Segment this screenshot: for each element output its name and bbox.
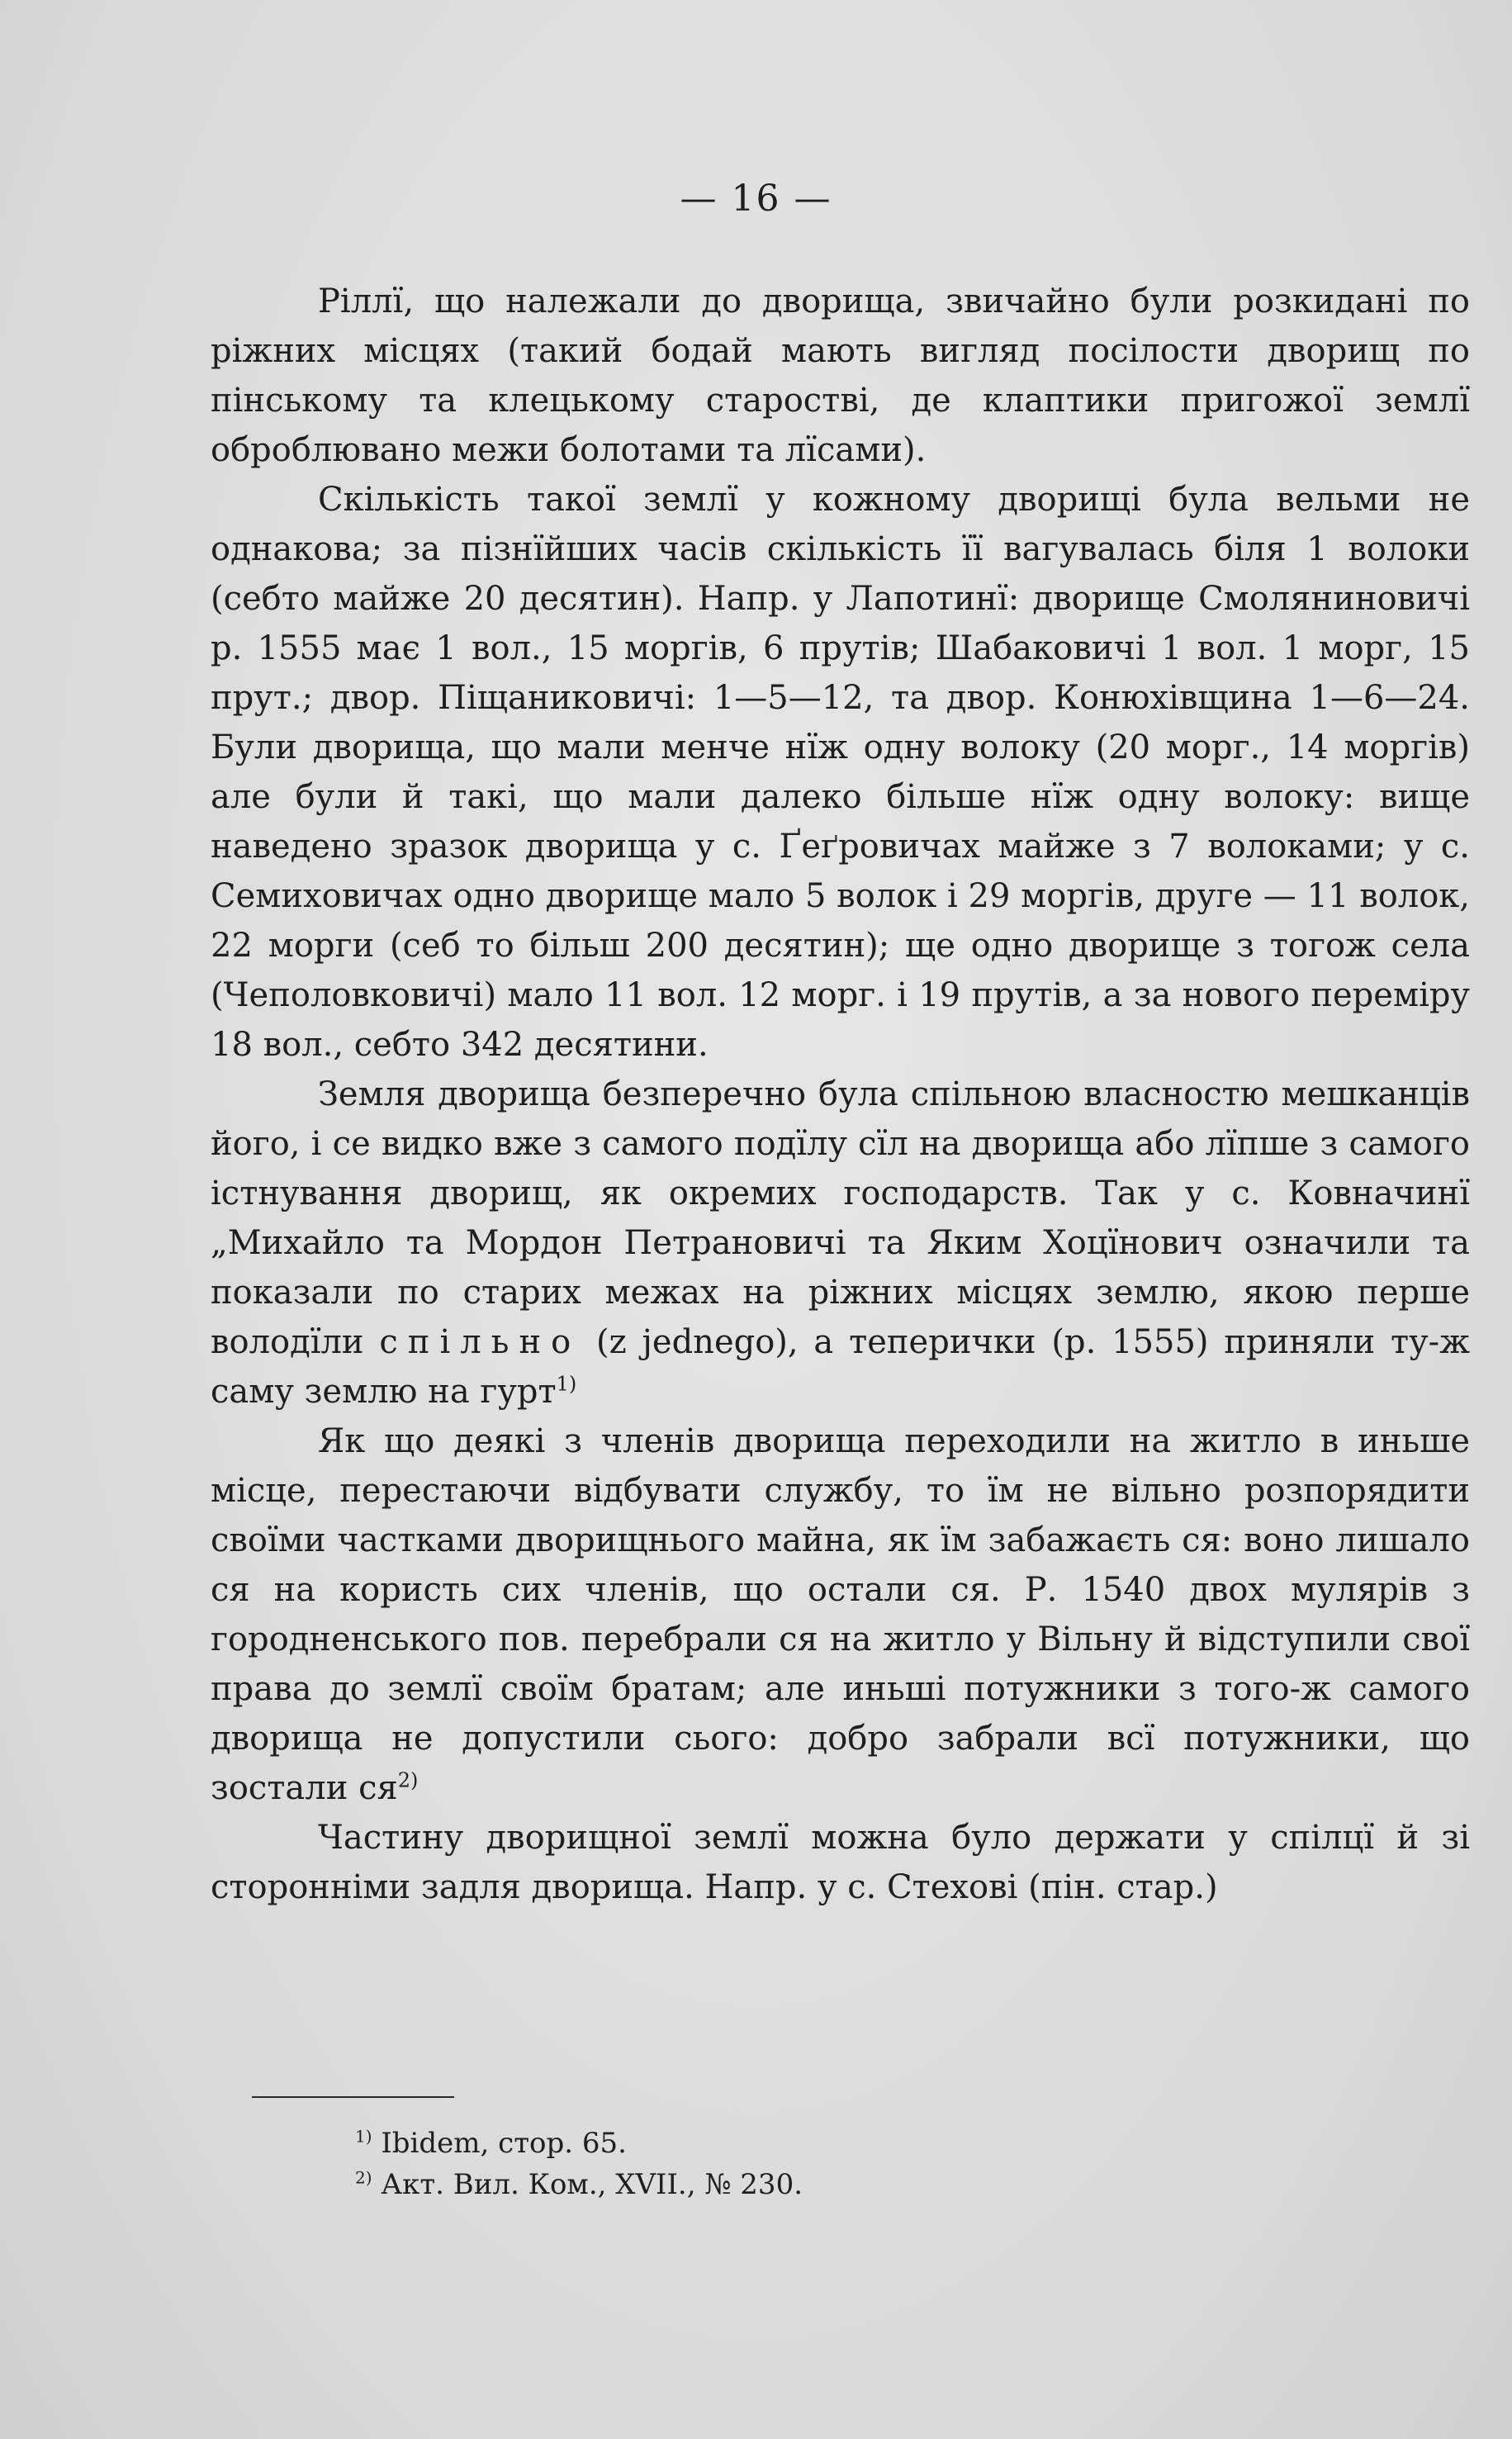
paragraph-text: (z jednego), а теперички (р. 1555) приняли ту-ж саму землю на гурт [211, 1323, 1470, 1411]
paragraph: Скількість такої землї у кожному дворищі була вельми не однакова; за пізнїйших часів скількість її вагувалась біля 1 волоки (себто майже 20 десятин). Напр. у Лапотинї: дворище Смоляниновичі р. 1555 має 1 вол., 15 моргів, 6 прутів; Шабаковичі 1 вол. 1 морг, 15 прут.; двор. Піщаниковичі: 1—5—12, та двор. Конюхівщина 1—6—24. Були дворища, що мали менче нїж одну волоку (20 морг., 14 моргів) але були й такі, що мали далеко більше нїж одну волоку: вище наведено зразок дворища у с. Ґеґровичах майже з 7 волоками; у с. Семиховичах одно дворище мало 5 волок і 29 моргів, друге — 11 волок, 22 морги (себ то більш 200 десятин); ще одно дворище з тогож села (Чеполовковичі) мало 11 вол. 12 морг. і 19 прутів, а за нового переміру 18 вол., себто 342 десятини. [211, 481, 1470, 1064]
paragraph [211, 1070, 1470, 1416]
footnote-ref: 1) [556, 1372, 577, 1396]
body-text [211, 277, 1470, 1912]
paragraph [211, 1416, 1470, 1813]
footnote-mark: 1) [355, 2126, 372, 2147]
emphasized-word: спільно [379, 1323, 581, 1361]
paragraph: Частину дворищної землї можна було держати у спілцї й зі сторонніми задля дворища. Напр. у с. Стехові (пін. стар.) [211, 1819, 1470, 1906]
footnote-ref: 2) [397, 1768, 419, 1792]
footnote-text: Акт. Вил. Ком., XVII., № 230. [381, 2168, 803, 2201]
footnote [355, 2164, 1263, 2205]
footnotes [355, 2123, 1263, 2205]
page-number: — 16 — [680, 178, 832, 220]
footnote [355, 2123, 1263, 2164]
footnote-divider [252, 2096, 454, 2098]
footnote-text: Ibidem, стор. 65. [381, 2127, 627, 2160]
paragraph-text: Як що деякі з членів дворища переходили на житло в иньше місце, перестаючи відбувати службу, то їм не вільно розпорядити своїми частками дворищнього майна, як їм забажаєть ся: воно лишало ся на користь сих членів, що остали ся. Р. 1540 двох мулярів з городненського пов. перебрали ся на житло у Вільну й відступили свої права до землї своїм братам; але иньші потужники з того-ж самого дворища не допустили сього: добро забрали всї потужники, що зостали ся [211, 1422, 1470, 1807]
paragraph: Ріллї, що належали до дворища, звичайно були розкидані по ріжних місцях (такий бодай мають вигляд посілости дворищ по пінському та клецькому старостві, де клаптики пригожої землї оброблювано межи болотами та лїсами). [211, 282, 1470, 469]
footnote-mark: 2) [355, 2167, 372, 2188]
paragraph-text: Земля дворища безперечно була спільною власностю мешканців його, і се видко вже з самого подїлу сїл на дворища або лїпше з самого істнування дворищ, як окремих господарств. Так у с. Ковначинї „Михайло та Мордон Петрановичі та Яким Хоцїнович означили та показали по старих межах на ріжних місцях землю, якою перше володїли [211, 1075, 1470, 1361]
